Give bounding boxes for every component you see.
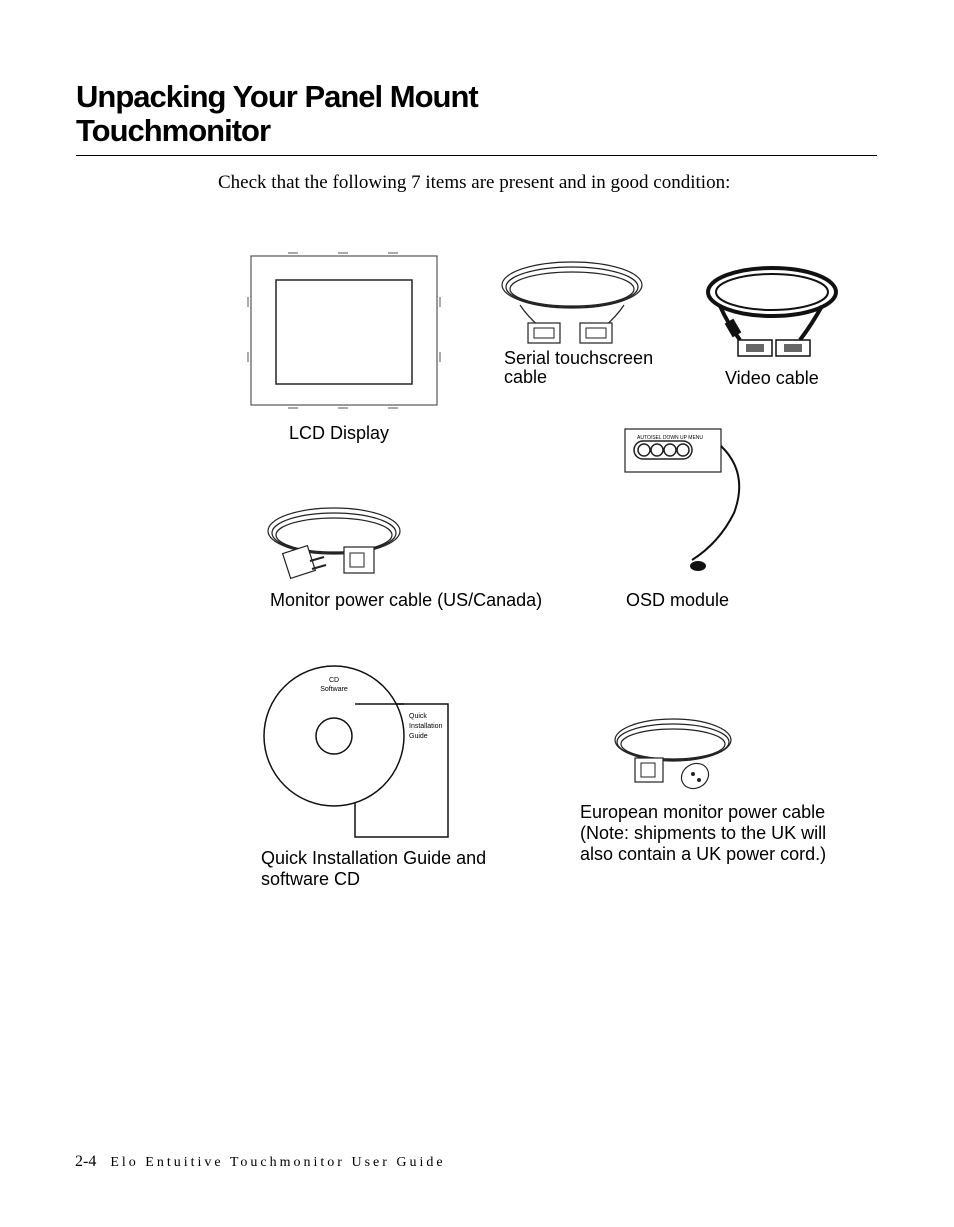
video-cable-label: Video cable (725, 368, 819, 388)
us-power-cable-illustration (266, 505, 406, 585)
page-footer (75, 1153, 446, 1171)
osd-module-illustration (624, 428, 748, 578)
serial-cable-label: Serial touchscreen cable (504, 348, 654, 387)
guide-cover-text: Quick Installation Guide (409, 713, 443, 740)
page-title-line2: Touchmonitor (76, 113, 271, 148)
eu-power-cable-label: European monitor power cable (Note: shipments to the UK will also contain a UK power cord.) (580, 802, 827, 864)
lcd-display-label: LCD Display (289, 423, 390, 443)
page-title-line1: Unpacking Your Panel Mount (76, 79, 478, 114)
osd-button-labels: AUTO/SEL DOWN UP MENU (637, 435, 704, 441)
serial-cable-illustration (500, 255, 650, 350)
title-divider (76, 155, 877, 156)
book-title: Elo Entuitive Touchmonitor User Guide (110, 1155, 446, 1170)
video-cable-illustration (702, 262, 842, 362)
eu-power-cable-illustration (613, 718, 735, 794)
page-title (76, 80, 876, 148)
us-power-cable-label: Monitor power cable (US/Canada) (270, 590, 543, 610)
guide-and-cd-label: Quick Installation Guide and software CD (261, 848, 487, 889)
cd-software-text: CD Software (320, 677, 348, 693)
lcd-display-illustration (248, 252, 440, 412)
guide-and-cd-illustration (262, 664, 452, 840)
page-number: 2-4 (75, 1153, 97, 1170)
osd-module-label: OSD module (626, 590, 730, 610)
intro-text: Check that the following 7 items are present and in good condition: (218, 172, 731, 193)
